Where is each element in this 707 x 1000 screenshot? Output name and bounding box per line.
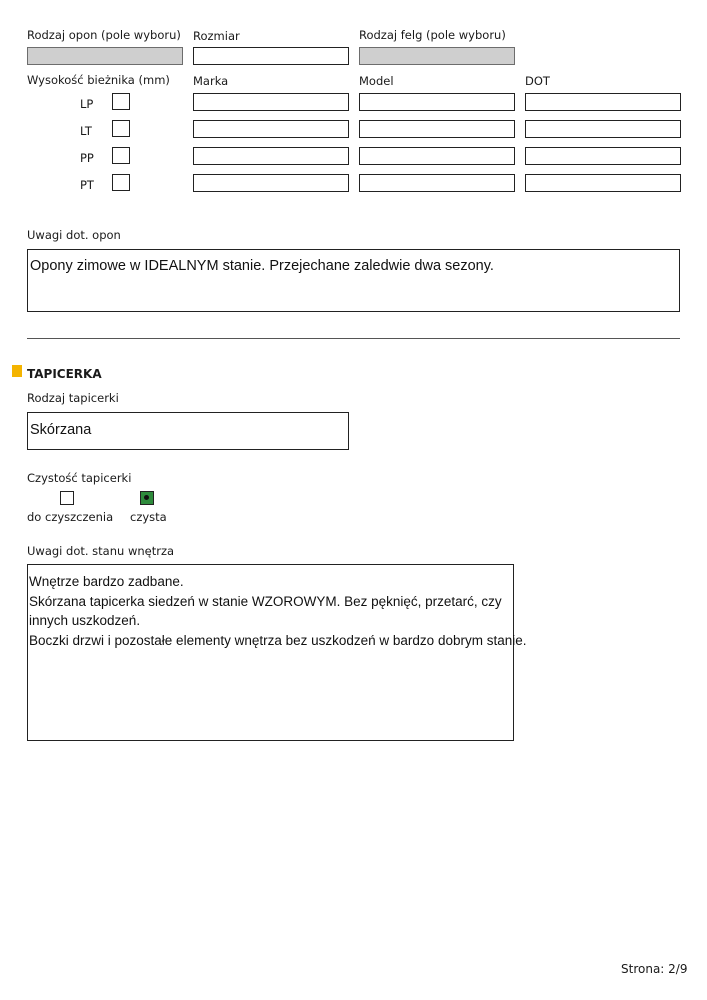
interior-notes-field[interactable] [27,564,527,741]
brand-label: Marka [193,74,229,88]
interior-notes-line: innych uszkodzeń. [29,613,141,628]
model-field[interactable] [359,147,515,165]
upholstery-section-title: TAPICERKA [27,367,102,381]
tread-depth-label: Wysokość bieżnika (mm) [27,73,170,87]
clean-option-label: czysta [130,510,167,524]
dot-field[interactable] [525,174,681,192]
tire-notes-text: Opony zimowe w IDEALNYM stanie. Przejechane zaledwie dwa sezony. [30,258,494,274]
tread-checkbox[interactable] [112,147,130,164]
dot-field[interactable] [525,147,681,165]
section-marker-icon [12,365,22,377]
rim-type-select[interactable] [359,47,515,65]
interior-notes-text [29,572,526,650]
tire-type-label: Rodzaj opon (pole wyboru) [27,28,181,42]
dot-label: DOT [525,74,550,88]
size-field[interactable] [193,47,349,65]
tread-checkbox[interactable] [112,93,130,110]
brand-field[interactable] [193,147,349,165]
interior-notes-line: Wnętrze bardzo zadbane. [29,574,184,589]
clean-checkbox[interactable] [140,491,154,505]
upholstery-type-label: Rodzaj tapicerki [27,391,119,405]
section-divider [27,338,680,339]
dot-field[interactable] [525,93,681,111]
brand-field[interactable] [193,120,349,138]
tread-checkbox[interactable] [112,120,130,137]
model-field[interactable] [359,93,515,111]
page-indicator: Strona: 2/9 [621,962,688,976]
brand-field[interactable] [193,93,349,111]
tire-type-select[interactable] [27,47,183,65]
rim-type-label: Rodzaj felg (pole wyboru) [359,28,506,42]
tire-position-label: PT [80,178,94,192]
cleanliness-label: Czystość tapicerki [27,471,132,485]
tire-notes-label: Uwagi dot. opon [27,228,121,242]
tire-position-label: LP [80,97,94,111]
checked-dot-icon [144,495,149,500]
size-label: Rozmiar [193,29,240,43]
upholstery-type-field[interactable] [27,412,349,450]
dot-field[interactable] [525,120,681,138]
model-label: Model [359,74,394,88]
model-field[interactable] [359,120,515,138]
model-field[interactable] [359,174,515,192]
interior-notes-line: Boczki drzwi i pozostałe elementy wnętrza bez uszkodzeń w bardzo dobrym stanie. [29,632,527,648]
tire-notes-field[interactable] [27,249,680,312]
upholstery-type-value: Skórzana [30,422,92,438]
dirty-checkbox[interactable] [60,491,74,505]
interior-notes-line: Skórzana tapicerka siedzeń w stanie WZOROWYM. Bez pęknięć, przetarć, czy [29,593,502,609]
tire-position-label: LT [80,124,92,138]
tread-checkbox[interactable] [112,174,130,191]
tire-position-label: PP [80,151,94,165]
brand-field[interactable] [193,174,349,192]
interior-notes-label: Uwagi dot. stanu wnętrza [27,544,175,558]
dirty-option-label: do czyszczenia [27,510,114,524]
